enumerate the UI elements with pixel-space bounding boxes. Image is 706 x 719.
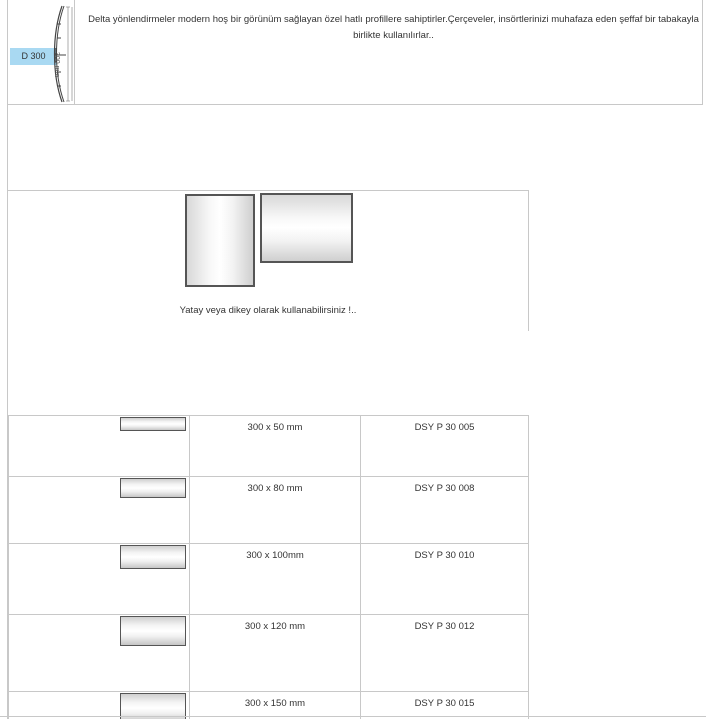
- product-table: [8, 415, 529, 719]
- vertical-frame-image: [185, 194, 255, 287]
- bottom-rule: [0, 716, 706, 717]
- table-row: [9, 544, 529, 615]
- code-text: DSY P 30 008: [414, 483, 475, 494]
- size-cell: [190, 544, 361, 615]
- code-cell: [361, 416, 529, 477]
- size-text: 300 x 100mm: [246, 550, 304, 561]
- code-text: DSY P 30 012: [414, 621, 475, 632]
- size-text: 300 x 50 mm: [247, 422, 303, 433]
- slat-image: [120, 545, 186, 569]
- slat-image-cell: [9, 477, 190, 544]
- size-cell: [190, 416, 361, 477]
- size-cell: [190, 477, 361, 544]
- code-text: DSY P 30 010: [414, 550, 475, 561]
- size-text: 300 x 150 mm: [244, 698, 306, 709]
- slat-image: [120, 478, 186, 498]
- profile-badge: D 300: [10, 48, 57, 65]
- table-row: [9, 692, 529, 719]
- table-row: [9, 477, 529, 544]
- code-cell: [361, 615, 529, 692]
- orientation-box: [8, 190, 529, 331]
- profile-drawing-cell: [8, 0, 75, 104]
- orientation-caption: Yatay veya dikey olarak kullanabilirsiniz !..: [179, 305, 357, 316]
- code-text: DSY P 30 015: [414, 698, 475, 709]
- table-row: [9, 416, 529, 477]
- profile-description: Delta yönlendirmeler modern hoş bir görünüm sağlayan özel hatlı profillere sahiptirler.Çerçeveler, insörtlerinizi muhafaza eden şeffaf bir tabakayla birlikte kullanılırlar..: [88, 14, 699, 41]
- size-text: 300 x 120 mm: [244, 621, 306, 632]
- slat-image-cell: [9, 416, 190, 477]
- size-cell: [190, 615, 361, 692]
- code-cell: [361, 692, 529, 719]
- size-cell: [190, 692, 361, 719]
- slat-image-cell: [9, 615, 190, 692]
- table-row: [9, 615, 529, 692]
- slat-image: [120, 616, 186, 646]
- info-row-right-rule: [702, 0, 703, 104]
- slat-image: [120, 417, 186, 431]
- code-cell: [361, 477, 529, 544]
- horizontal-frame-image: [260, 193, 353, 263]
- profile-dimension-label: 300 mm: [53, 52, 60, 78]
- slat-image-cell: [9, 692, 190, 719]
- size-text: 300 x 80 mm: [247, 483, 303, 494]
- profile-info-row: [8, 0, 703, 105]
- code-cell: [361, 544, 529, 615]
- code-text: DSY P 30 005: [414, 422, 475, 433]
- slat-image-cell: [9, 544, 190, 615]
